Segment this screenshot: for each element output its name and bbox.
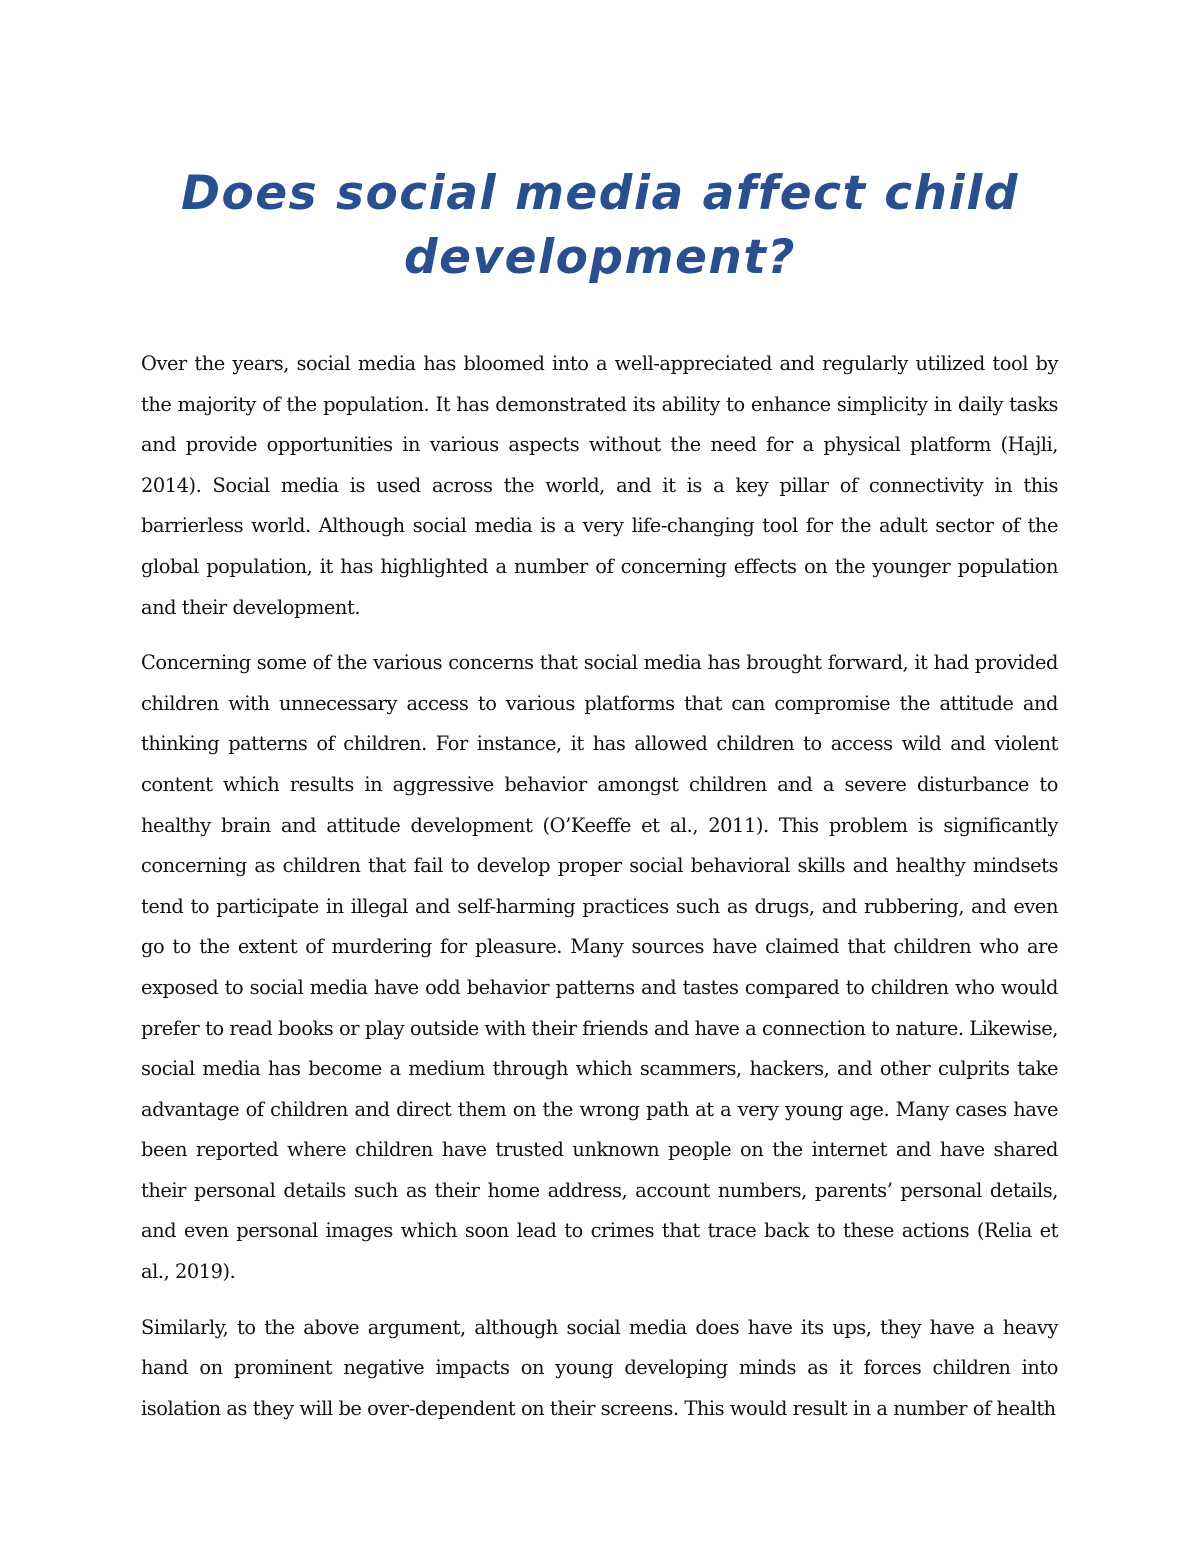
title-line-1: Does social media affect child: [181, 166, 1019, 221]
title-line-2: development?: [403, 230, 797, 285]
paragraph-1: Over the years, social media has bloomed into a well-appreciated and regularly utilized tool by the majority of the population. It has demonstrated its ability to enhance simplicity in daily tasks and provide opportunities in various aspects without the need for a physical platform (Hajli, 2014). Social media is used across the world, and it is a key pillar of connectivity in this barrierless world. Although social media is a very life-changing tool for the adult sector of the global population, it has highlighted a number of concerning effects on the younger population and their development.: [141, 352, 1058, 619]
document-body: [141, 344, 1058, 1444]
paragraph-3: Similarly, to the above argument, although social media does have its ups, they have a heavy hand on prominent negative impacts on young developing minds as it forces children into isolation as they will be over-dependent on their screens. This would result in a number of health: [141, 1315, 1058, 1420]
paragraph-2: Concerning some of the various concerns that social media has brought forward, it had provided children with unnecessary access to various platforms that can compromise the attitude and thinking patterns of children. For instance, it has allowed children to access wild and violent content which results in aggressive behavior amongst children and a severe disturbance to healthy brain and attitude development (O’Keeffe et al., 2011). This problem is significantly concerning as children that fail to develop proper social behavioral skills and healthy mindsets tend to participate in illegal and self-harming practices such as drugs, and rubbering, and even go to the extent of murdering for pleasure. Many sources have claimed that children who are exposed to social media have odd behavior patterns and tastes compared to children who would prefer to read books or play outside with their friends and have a connection to nature. Likewise, social media has become a medium through which scammers, hackers, and other culprits take advantage of children and direct them on the wrong path at a very young age. Many cases have been reported where children have trusted unknown people on the internet and have shared their personal details such as their home address, account numbers, parents’ personal details, and even personal images which soon lead to crimes that trace back to these actions (Relia et al., 2019).: [141, 651, 1058, 1284]
document-title: [100, 162, 1100, 290]
